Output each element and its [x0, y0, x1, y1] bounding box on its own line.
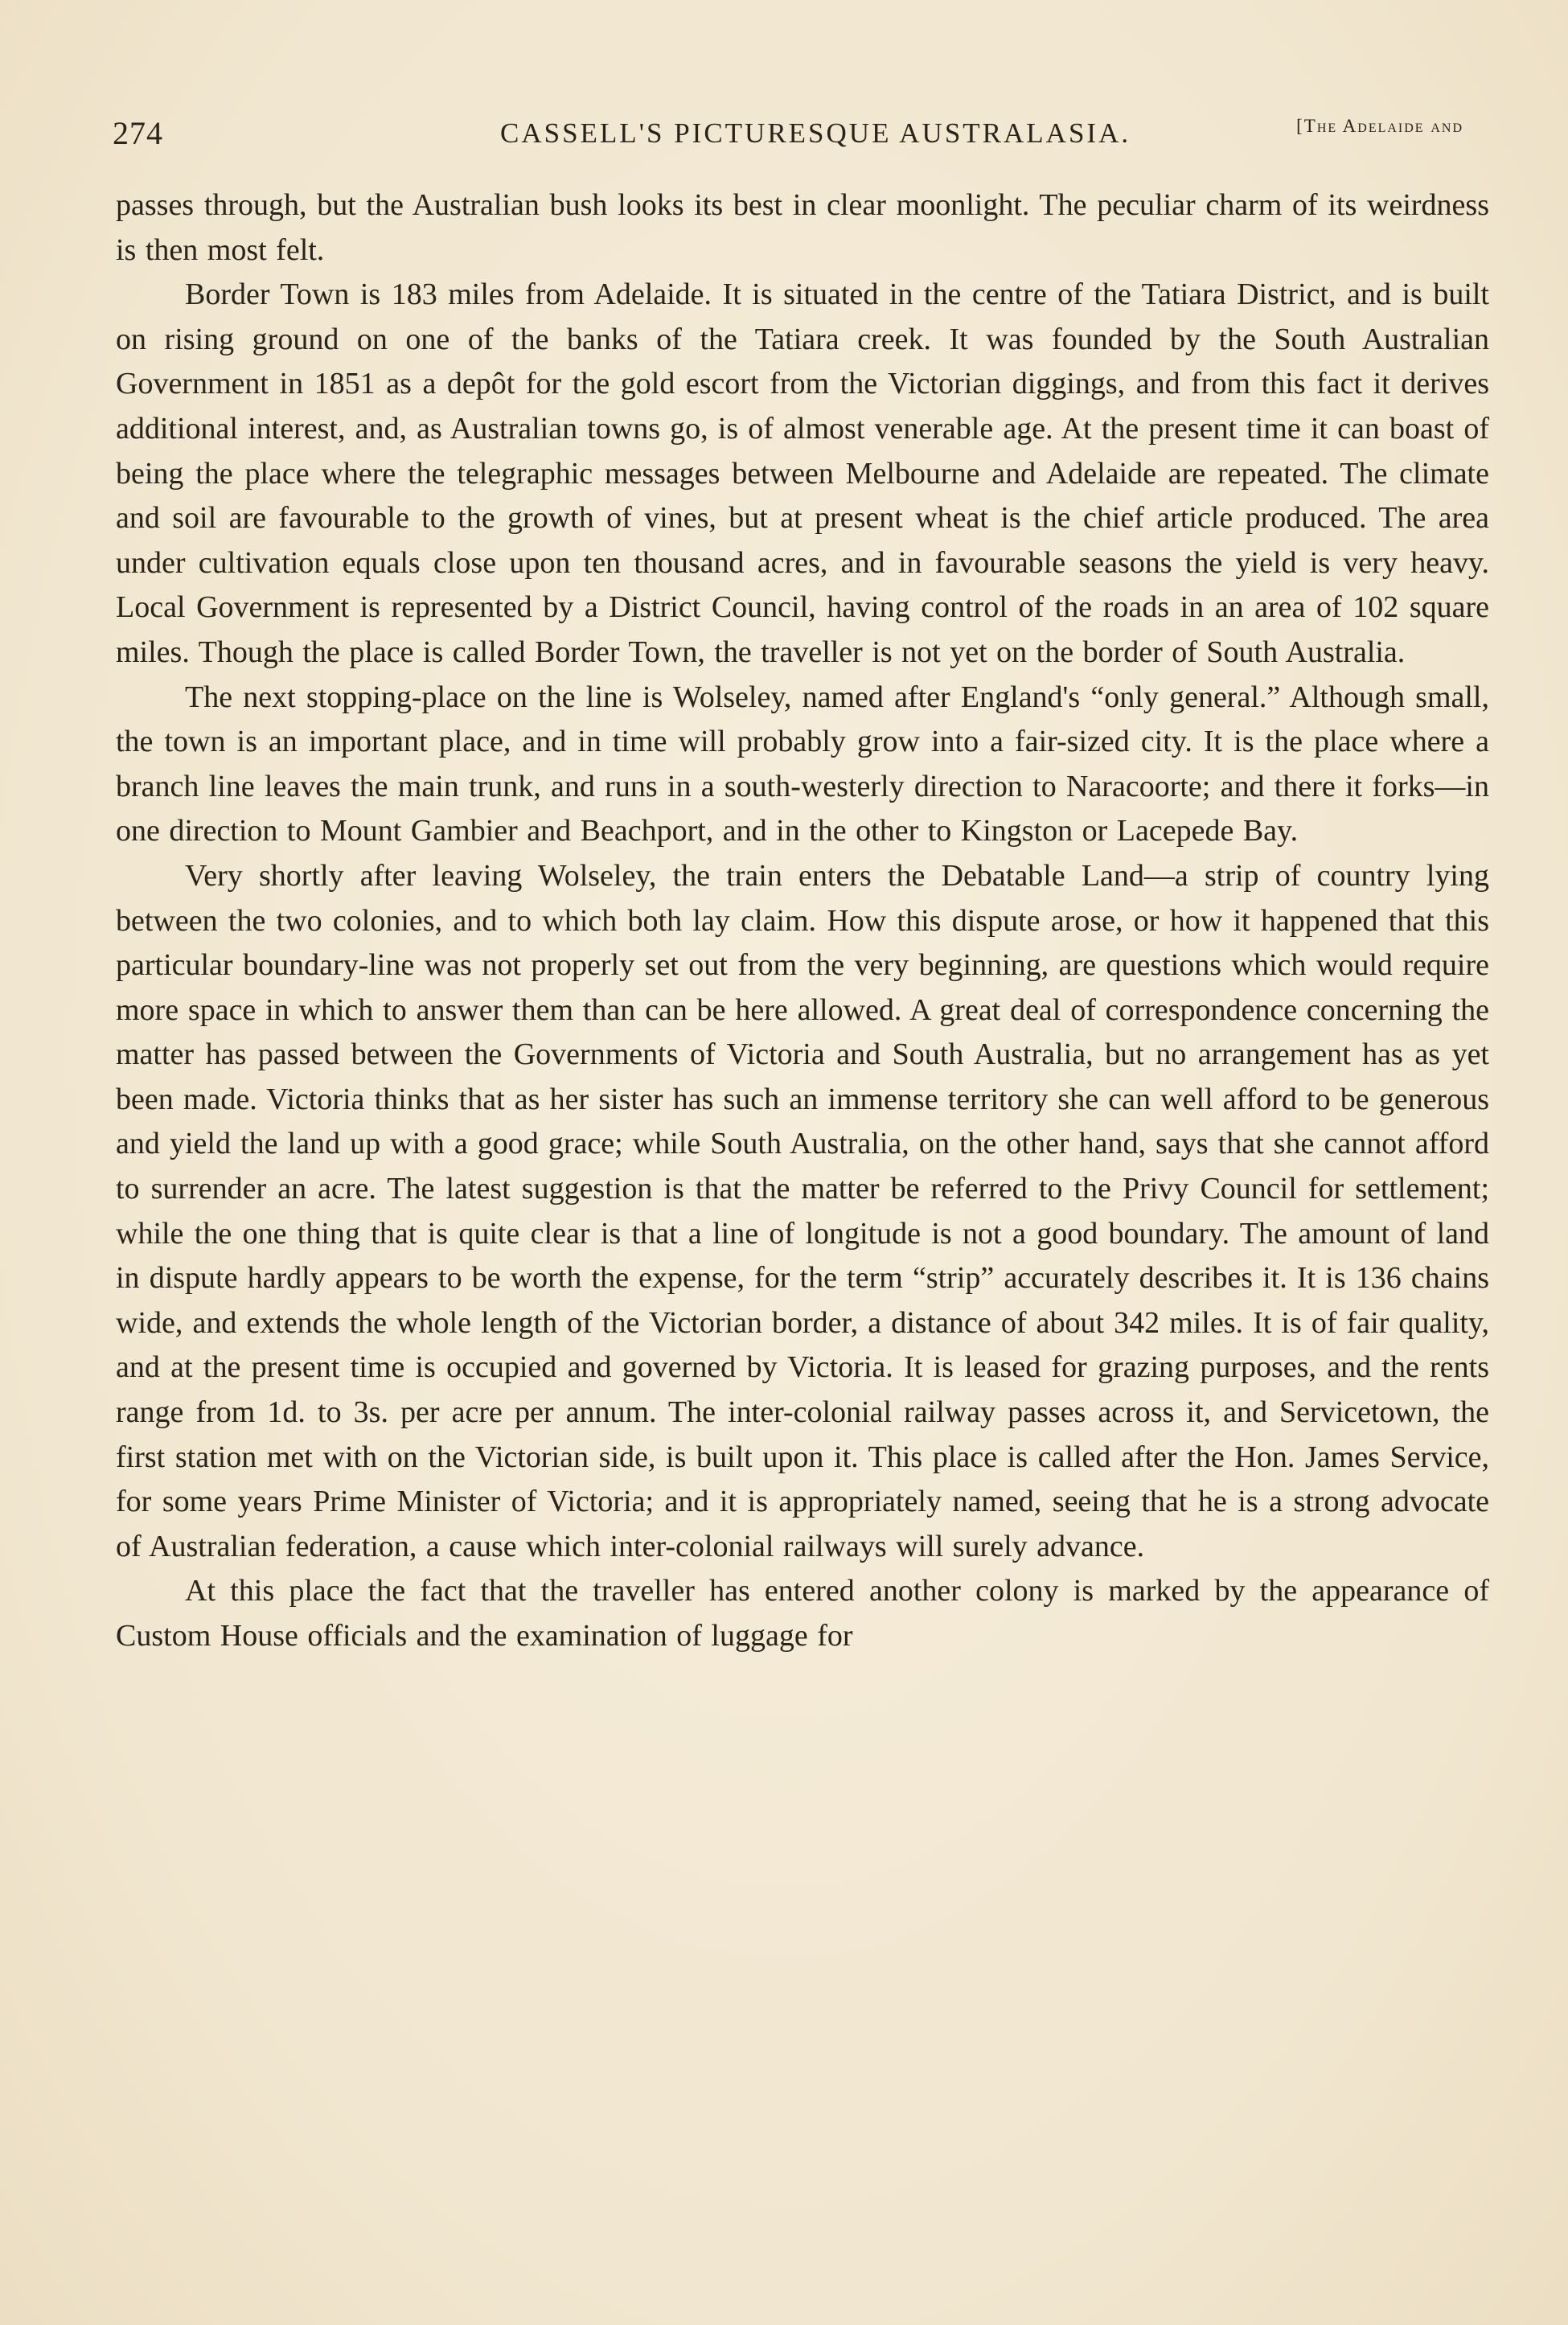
paragraph-border-town: Border Town is 183 miles from Adelaide. It is situated in the centre of the Tatiara District, and is built on rising ground on one of the banks of the Tatiara creek. It was founded by the South Australian Government in 1851 as a depôt for the gold escort from the Victorian diggings, and from this fact it derives additional interest, and, as Australian towns go, is of almost venerable age. At the present time it can boast of being the place where the telegraphic messages between Melbourne and Adelaide are repeated. The climate and soil are favourable to the growth of vines, but at present wheat is the chief article produced. The area under cultivation equals close upon ten thousand acres, and in favourable seasons the yield is very heavy. Local Government is represented by a District Council, having control of the roads in an area of 102 square miles. Though the place is called Border Town, the traveller is not yet on the border of South Australia.: [116, 277, 1489, 669]
body-text: [116, 183, 1489, 1659]
paragraph-wolseley: The next stopping-place on the line is Wolseley, named after England's “only general.” Although small, the town is an important place, and in time will probably grow into a fair-sized city. It is the place where a branch line leaves the main trunk, and runs in a south-westerly direction to Naracoorte; and there it forks—in one direction to Mount Gambier and Beachport, and in the other to Kingston or Lacepede Bay.: [116, 680, 1489, 848]
running-section: [The Adelaide and: [1296, 116, 1463, 136]
paragraph-continuation: passes through, but the Australian bush looks its best in clear moonlight. The peculiar charm of its weirdness is then most felt.: [116, 188, 1489, 267]
paragraph-debatable-land: Very shortly after leaving Wolseley, the train enters the Debatable Land—a strip of country lying between the two colonies, and to which both lay claim. How this dispute arose, or how it happened that this particular boundary-line was not properly set out from the very beginning, are questions which would require more space in which to answer them than can be here allowed. A great deal of correspondence concerning the matter has passed between the Governments of Victoria and South Australia, but no arrangement has as yet been made. Victoria thinks that as her sister has such an immense territory she can well afford to be generous and yield the land up with a good grace; while South Australia, on the other hand, says that she cannot afford to surrender an acre. The latest suggestion is that the matter be referred to the Privy Council for settlement; while the one thing that is quite clear is that a line of longitude is not a good boundary. The amount of land in dispute hardly appears to be worth the expense, for the term “strip” accurately describes it. It is 136 chains wide, and extends the whole length of the Victorian border, a distance of about 342 miles. It is of fair quality, and at the present time is occupied and governed by Victoria. It is leased for grazing purposes, and the rents range from 1d. to 3s. per acre per annum. The inter-colonial railway passes across it, and Servicetown, the first station met with on the Victorian side, is built upon it. This place is called after the Hon. James Service, for some years Prime Minister of Victoria; and it is appropriately named, seeing that he is a strong advocate of Australian federation, a cause which inter-colonial railways will surely advance.: [116, 858, 1489, 1563]
running-title: CASSELL'S PICTURESQUE AUSTRALASIA.: [500, 117, 1131, 149]
page-number: 274: [113, 115, 163, 151]
paragraph-custom-house: At this place the fact that the traveller has entered another colony is marked by the appearance of Custom House officials and the examination of luggage for: [116, 1574, 1489, 1653]
page-header: [113, 111, 1463, 159]
